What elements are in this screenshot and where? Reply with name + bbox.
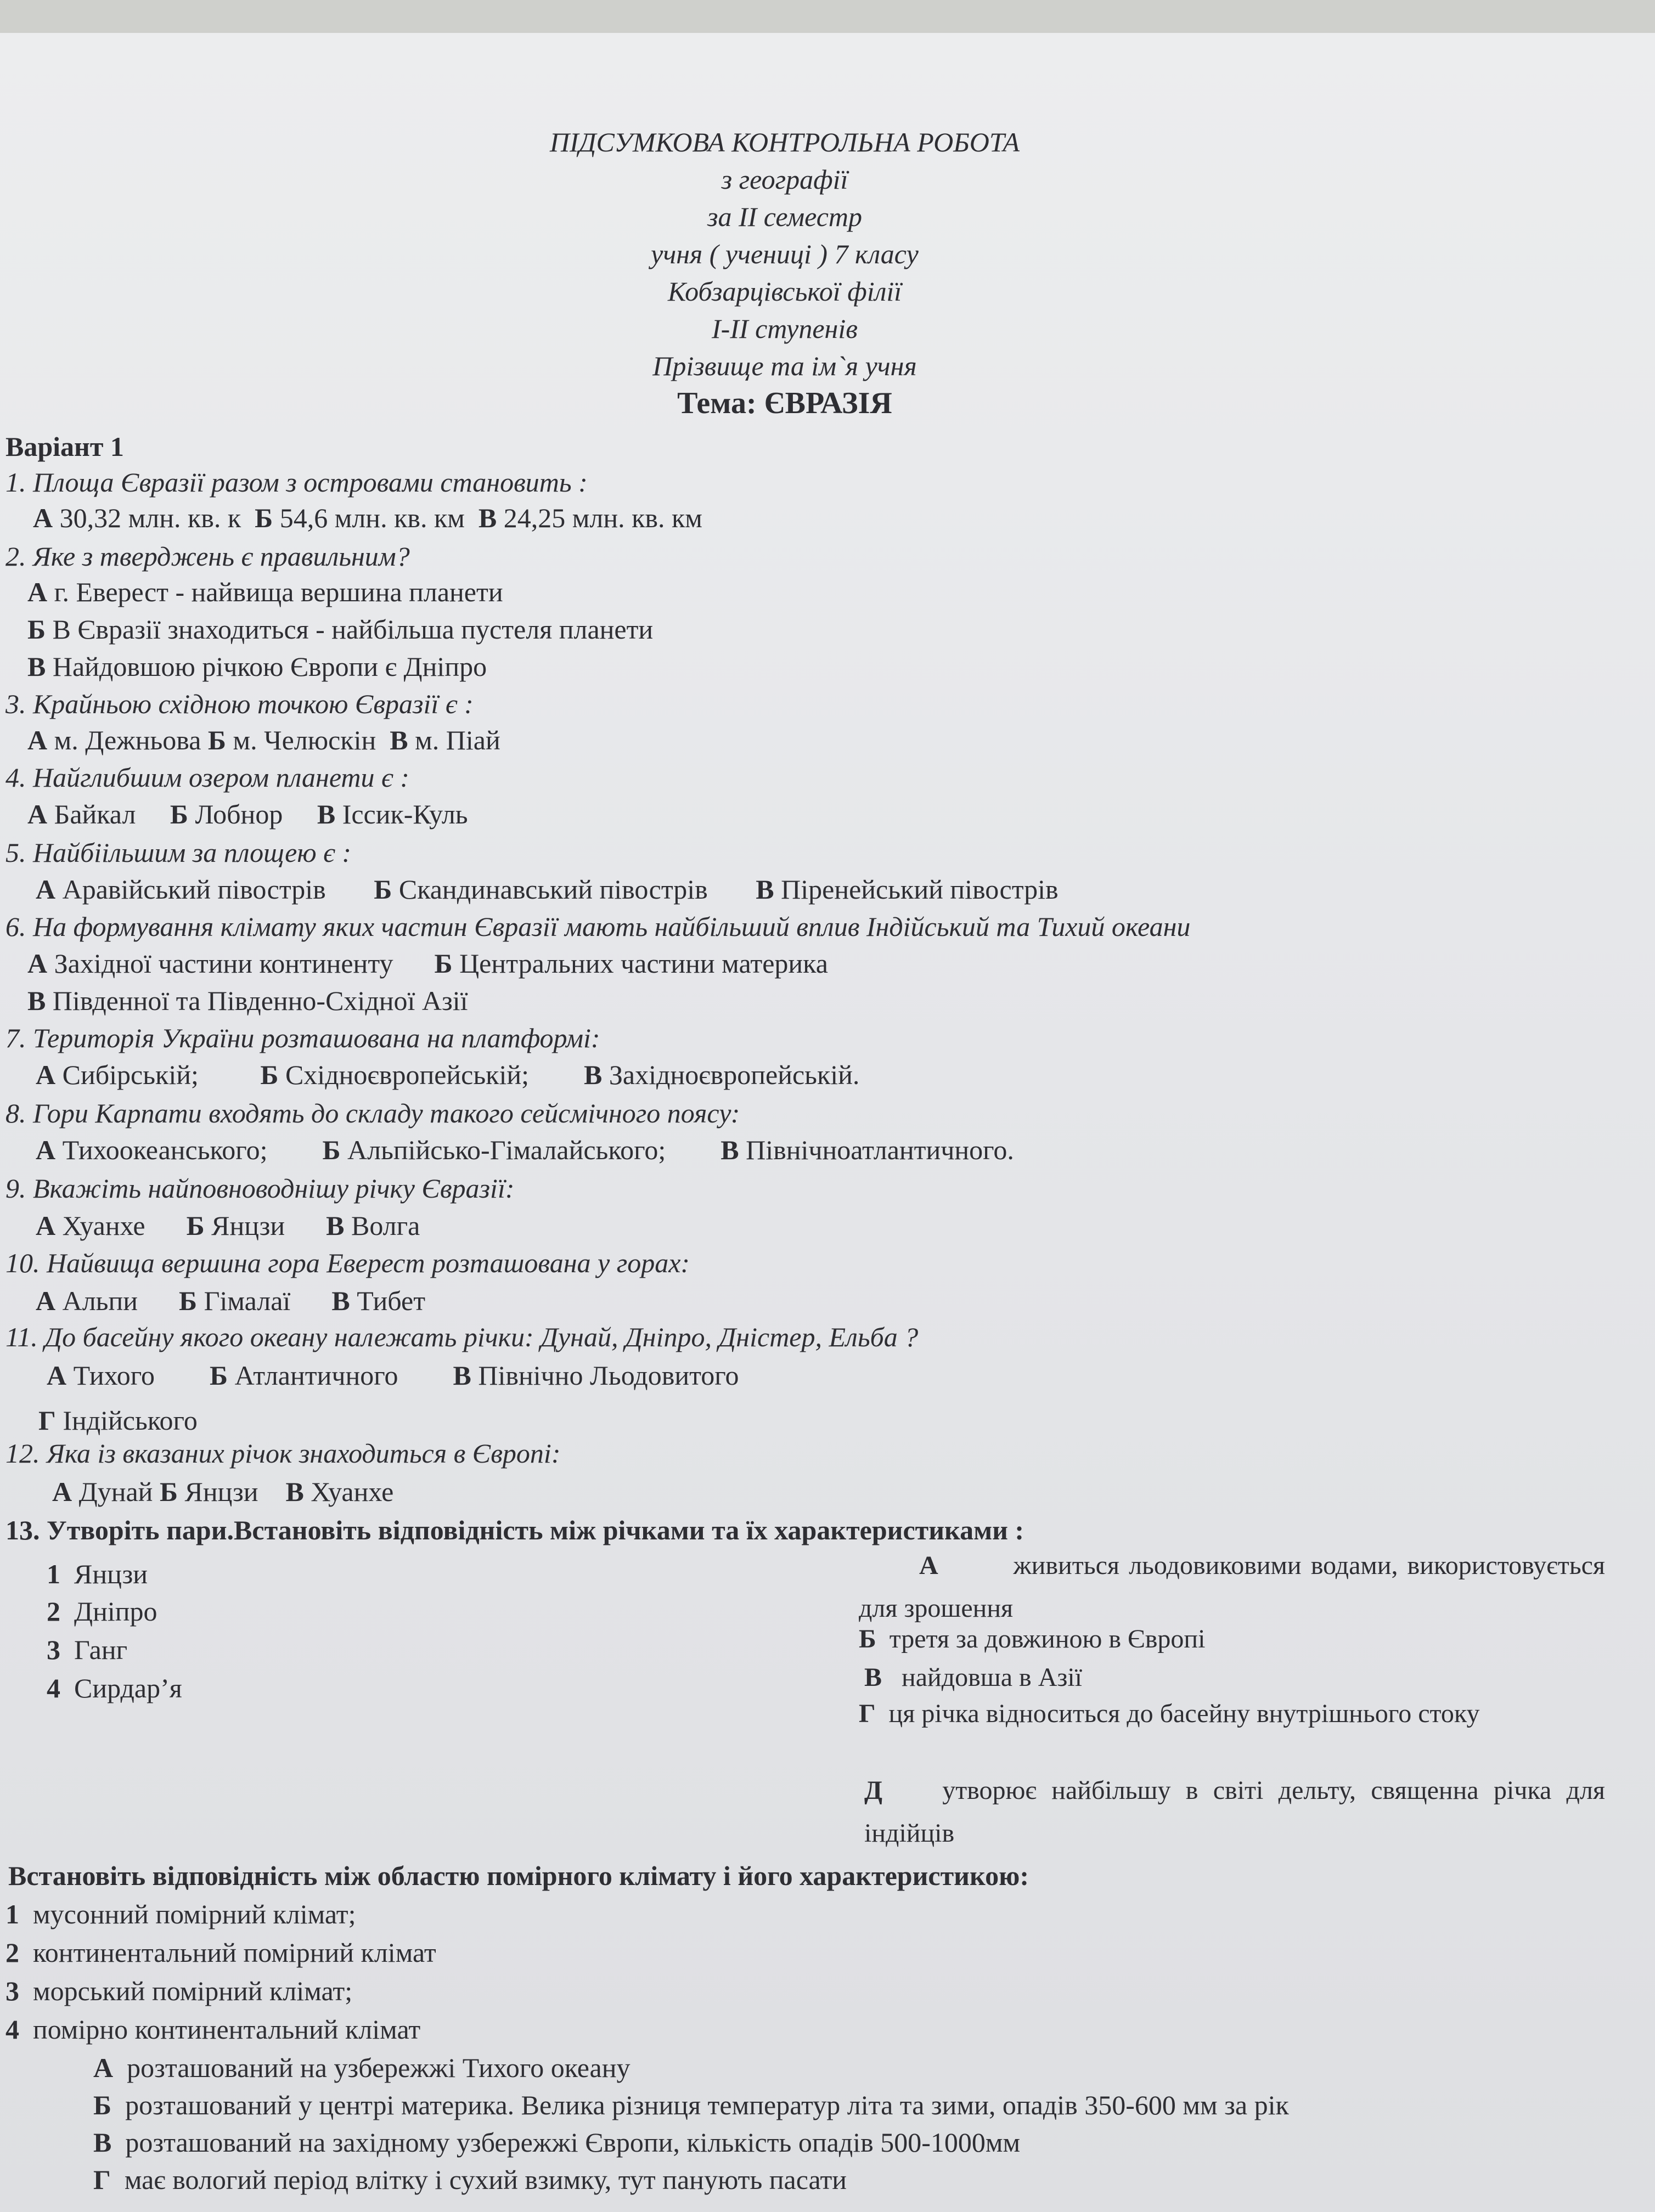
header-line: учня ( учениці ) 7 класу <box>651 239 919 269</box>
header-line: за ІІ семестр <box>707 201 863 232</box>
options-9: А Хуанхе Б Янцзи В Волга <box>36 1210 420 1241</box>
header-line: Кобзарцівської філії <box>667 276 902 307</box>
river-characteristic: А живиться льодовиковими водами, використовується для зрошення <box>859 1551 1606 1623</box>
header-line: І-ІІ ступенів <box>712 313 858 344</box>
river-characteristic: В найдовша в Азії <box>864 1663 1083 1692</box>
question-13: 13. Утворіть пари.Встановіть відповідність між річками та їх характеристиками : <box>5 1515 1024 1545</box>
options-4: А Байкал Б Лобнор В Іссик-Куль <box>27 799 468 830</box>
question-9: 9. Вкажіть найповноводнішу річку Євразії: <box>5 1173 515 1204</box>
river-characteristic: Б третя за довжиною в Європі <box>859 1624 1206 1654</box>
river-item: 1 Янцзи <box>47 1559 148 1589</box>
question-6: 6. На формування клімату яких частин Євразії мають найбільший вплив Індійський та Тихий океани <box>5 911 1191 942</box>
question-4: 4. Найглибшим озером планети є : <box>5 762 409 793</box>
options-5: А Аравійський півострів Б Скандинавський півострів В Піренейський півострів <box>36 874 1059 905</box>
question-11: 11. До басейну якого океану належать річки: Дунай, Дніпро, Дністер, Ельба ? <box>5 1322 919 1352</box>
option-6c: В Південної та Південно-Східної Азії <box>27 985 468 1016</box>
options-8: А Тихоокеанського; Б Альпійсько-Гімалайського; В Північноатлантичного. <box>36 1135 1014 1165</box>
question-7: 7. Територія України розташована на платформі: <box>5 1023 600 1053</box>
question-10: 10. Найвища вершина гора Еверест розташована у горах: <box>5 1248 690 1278</box>
river-item: 4 Сирдар’я <box>47 1673 182 1703</box>
question-1: 1. Площа Євразії разом з островами становить : <box>5 467 588 498</box>
river-item: 3 Ганг <box>47 1634 128 1665</box>
options-1: А 30,32 млн. кв. к Б 54,6 млн. кв. км В 24,25 млн. кв. км <box>33 503 702 533</box>
climate-item: 3 морський помірний клімат; <box>5 1976 353 2006</box>
options-12: А Дунай Б Янцзи В Хуанхе <box>52 1476 394 1507</box>
document-header <box>0 123 1569 422</box>
options-7: А Сибірській; Б Східноєвропейській; В Західноєвропейській. <box>36 1059 860 1090</box>
river-item: 2 Дніпро <box>47 1596 157 1627</box>
variant-label: Варіант 1 <box>5 431 124 462</box>
climate-characteristic: В розташований на західному узбережжі Європи, кількість опадів 500-1000мм <box>93 2127 1021 2158</box>
header-line: з географії <box>721 164 848 195</box>
options-6: А Західної частини континенту Б Центральних частини материка <box>27 948 828 979</box>
header-line: Прізвище та ім`я учня <box>652 351 917 381</box>
option-2c: В Найдовшою річкою Європи є Дніпро <box>27 651 487 682</box>
header-line: ПІДСУМКОВА КОНТРОЛЬНА РОБОТА <box>549 127 1020 157</box>
climate-characteristic: Г має вологий період влітку і сухий взимку, тут панують пасати <box>93 2164 847 2195</box>
climate-item: 2 континентальний помірний клімат <box>5 1937 436 1968</box>
options-11: А Тихого Б Атлантичного В Північно Льодовитого <box>47 1360 739 1391</box>
question-2: 2. Яке з тверджень є правильним? <box>5 541 410 572</box>
climate-characteristic: А розташований на узбережжі Тихого океану <box>93 2052 631 2083</box>
question-5: 5. Найбіільшим за площею є : <box>5 837 352 868</box>
options-3: А м. Дежньова Б м. Челюскін В м. Піай <box>27 725 500 755</box>
topic-title: Тема: ЄВРАЗІЯ <box>677 386 892 420</box>
options-10: А Альпи Б Гімалаї В Тибет <box>36 1285 426 1316</box>
question-12: 12. Яка із вказаних річок знаходиться в Європі: <box>5 1438 561 1469</box>
question-8: 8. Гори Карпати входять до складу такого сейсмічного поясу: <box>5 1098 740 1128</box>
river-characteristic: Г ця річка відноситься до басейну внутрішнього стоку <box>859 1699 1480 1728</box>
climate-item: 1 мусонний помірний клімат; <box>5 1899 356 1929</box>
question-3: 3. Крайньою східною точкою Євразії є : <box>5 689 474 719</box>
option-2b: Б В Євразії знаходиться - найбільша пустеля планети <box>27 614 654 645</box>
question-14: Встановіть відповідність між областю помірного клімату і його характеристикою: <box>8 1860 1029 1891</box>
river-characteristic: Д утворює найбільшу в світі дельту, священна річка для індійців <box>864 1776 1606 1848</box>
climate-item: 4 помірно континентальний клімат <box>5 2014 421 2045</box>
option-11d: Г Індійського <box>38 1405 198 1436</box>
climate-characteristic: Б розташований у центрі материка. Велика різниця температур літа та зими, опадів 350-600 мм за рік <box>93 2090 1289 2120</box>
option-2a: А г. Еверест - найвища вершина планети <box>27 577 503 607</box>
